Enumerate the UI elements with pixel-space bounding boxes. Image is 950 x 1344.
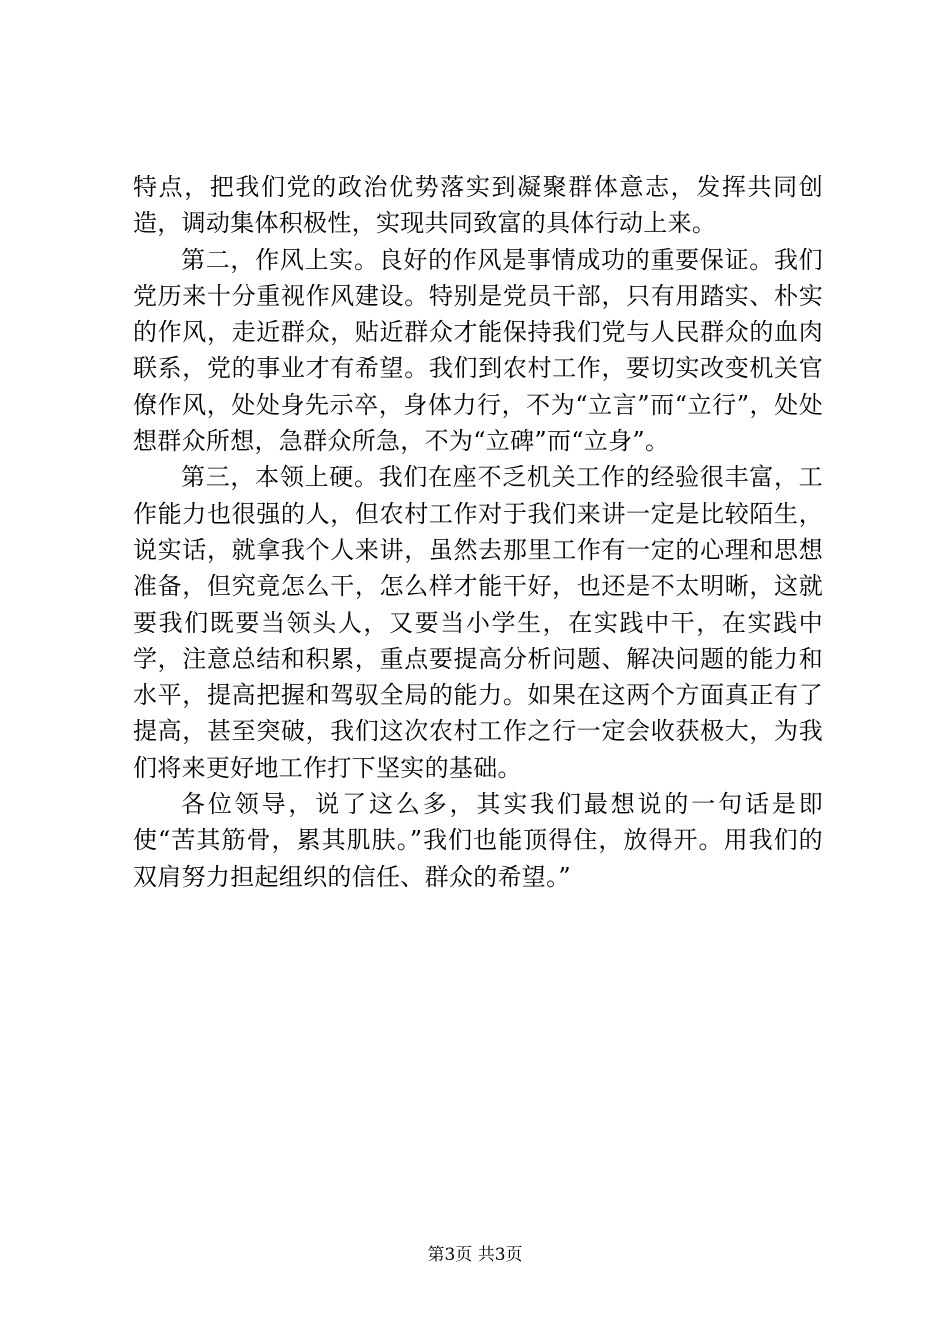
paragraph-1: 特点，把我们党的政治优势落实到凝聚群体意志，发挥共同创造，调动集体积极性，实现共同致富的具体行动上来。 [133,173,823,238]
page-footer [0,1243,950,1267]
paragraph-3: 第三，本领上硬。我们在座不乏机关工作的经验很丰富，工作能力也很强的人，但农村工作对于我们来讲一定是比较陌生，说实话，就拿我个人来讲，虽然去那里工作有一定的心理和思想准备，但究竟怎么干，怎么样才能干好，也还是不太明晰，这就要我们既要当领头人，又要当小学生，在实践中干，在实践中学，注意总结和积累，重点要提高分析问题、解决问题的能力和水平，提高把握和驾驭全局的能力。如果在这两个方面真正有了提高，甚至突破，我们这次农村工作之行一定会收获极大，为我们将来更好地工作打下坚实的基础。 [133,463,823,782]
document-body [133,169,823,895]
paragraph-4: 各位领导，说了这么多，其实我们最想说的一句话是即使“苦其筋骨，累其肌肤。”我们也能顶得住，放得开。用我们的双肩努力担起组织的信任、群众的希望。” [133,790,823,891]
paragraph-2: 第二，作风上实。良好的作风是事情成功的重要保证。我们党历来十分重视作风建设。特别是党员干部，只有用踏实、朴实的作风，走近群众，贴近群众才能保持我们党与人民群众的血肉联系，党的事业才有希望。我们到农村工作，要切实改变机关官僚作风，处处身先示卒，身体力行，不为“立言”而“立行”，处处想群众所想，急群众所急，不为“立碑”而“立身”。 [133,245,823,456]
page-number-label: 第3页 共3页 [427,1245,523,1265]
